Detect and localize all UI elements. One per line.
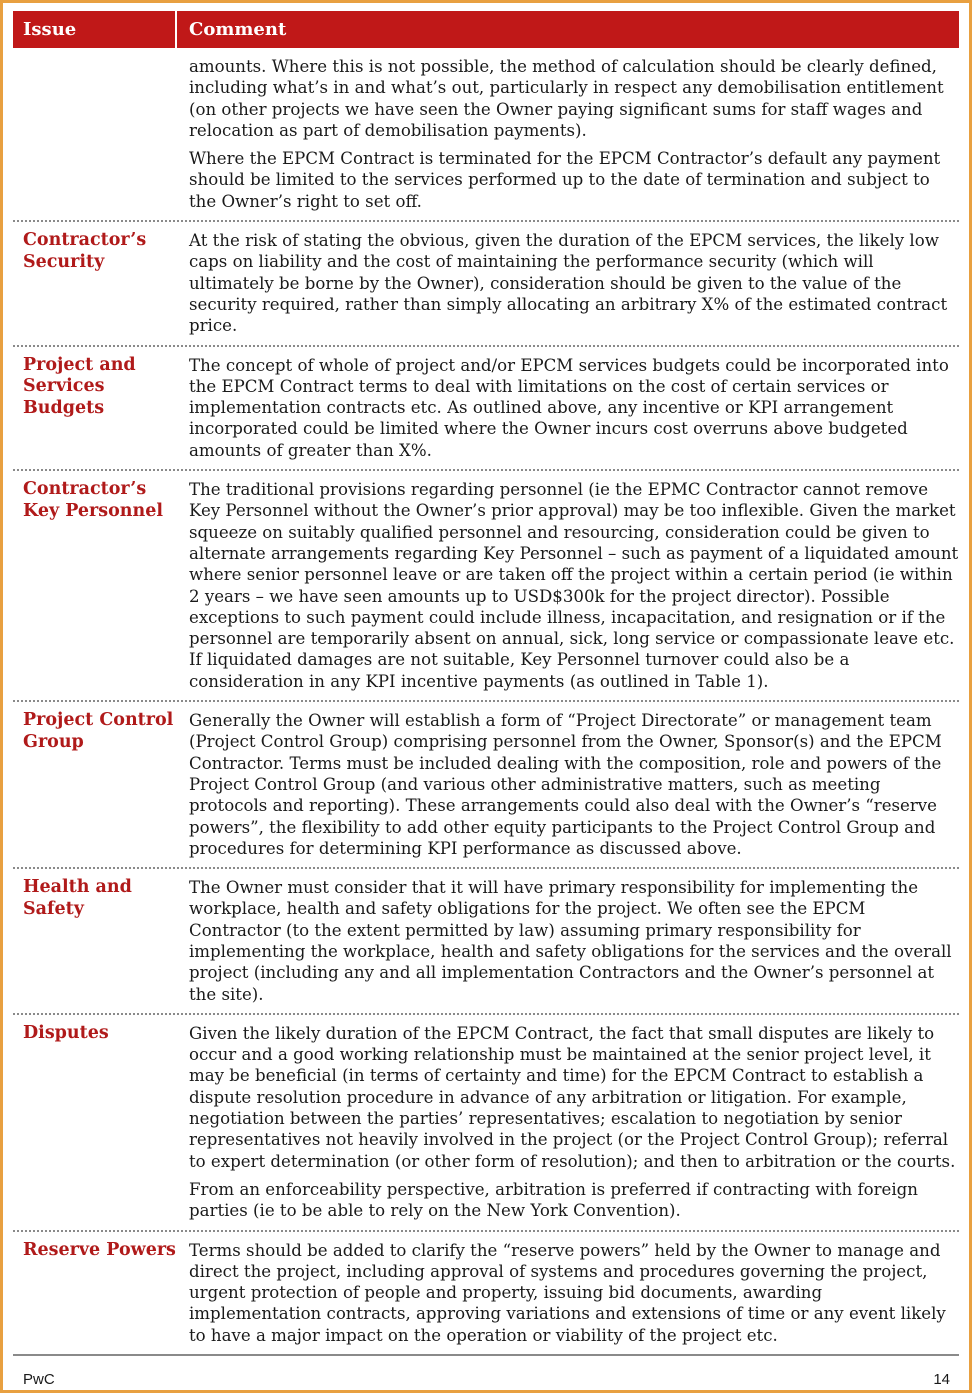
table-header [13,11,959,48]
issue-cell: Project Control Group [23,710,174,752]
comment-cell [179,1232,959,1354]
issue-cell: Contractor’s Key Personnel [23,479,164,521]
table-row [13,347,959,471]
comment-paragraph: The traditional provisions regarding personnel (ie the EPMC Contractor cannot remove Key Personnel without the Owner’s prior approval) may be too inflexible. Given the market squeeze on suitably qualified personnel and resourcing, consideration could be given to alternate arrangements regarding Key Personnel – such as payment of a liquidated amount where senior personnel leave or are taken off the project within a certain period (ie within 2 years – we have seen amounts up to USD$300k for the project director). Possible exceptions to such payment could include illness, incapacitation, and resignation or if the personnel are temporarily absent on annual, sick, long service or compassionate leave etc. If liquidated damages are not suitable, Key Personnel turnover could also be a consideration in any KPI incentive payments (as outlined in Table 1). [189,480,959,691]
comment-paragraph: Generally the Owner will establish a form of “Project Directorate” or management team (Project Control Group) comprising personnel from the Owner, Sponsor(s) and the EPCM Contractor. Terms must be included dealing with the composition, role and powers of the Project Control Group (and various other administrative matters, such as meeting protocols and reporting). These arrangements could also deal with the Owner’s “reserve powers”, the flexibility to add other equity participants to the Project Control Group and procedures for determining KPI performance as discussed above. [189,711,942,858]
footer-brand: PwC [23,1371,55,1388]
table-row [13,1232,959,1356]
issue-cell [13,48,179,220]
comment-paragraph: From an enforceability perspective, arbitration is preferred if contracting with foreign parties (ie to be able to rely on the New York Convention). [189,1179,918,1221]
comment-cell [179,471,959,700]
comment-paragraph: The concept of whole of project and/or EPCM services budgets could be incorporated into the EPCM Contract terms to deal with limitations on the cost of certain services or implementation contracts etc. As outlined above, any incentive or KPI arrangement incorporated could be limited where the Owner incurs cost overruns above budgeted amounts of greater than X%. [189,355,949,460]
comment-paragraph: The Owner must consider that it will have primary responsibility for implementing the workplace, health and safety obligations for the project. We often see the EPCM Contractor (to the extent permitted by law) assuming primary responsibility for implementing the workplace, health and safety obligations for the services and the overall project (including any and all implementation Contractors and the Owner’s personnel at the site). [189,878,952,1004]
table-row [13,702,959,869]
issue-column-header: Issue [13,11,177,48]
issue-cell: Disputes [23,1022,109,1043]
comment-cell [179,869,959,1013]
table-row [13,1015,959,1232]
comment-paragraph: At the risk of stating the obvious, given the duration of the EPCM services, the likely low caps on liability and the cost of maintaining the performance security (which will ultimately be borne by the Owner), consideration should be given to the value of the security required, rather than simply allocating an arbitrary X% of the estimated contract price. [189,231,948,336]
comment-cell [179,222,959,344]
issue-cell: Reserve Powers [23,1239,176,1260]
comment-cell [179,702,959,867]
comment-paragraph: Terms should be added to clarify the “reserve powers” held by the Owner to manage and direct the project, including approval of systems and procedures governing the project, urgent protection of people and property, issuing bid documents, awarding implementation contracts, approving variations and extensions of time or any event likely to have a major impact on the operation or viability of the project etc. [189,1240,946,1345]
issues-table [13,11,959,1356]
comment-column-header: Comment [189,19,287,40]
page-number: 14 [933,1371,950,1388]
issue-cell: Health and Safety [23,877,132,919]
table-row [13,48,959,222]
table-row [13,471,959,702]
issue-cell: Contractor’s Security [23,230,147,272]
comment-paragraph: Where the EPCM Contract is terminated for the EPCM Contractor’s default any payment should be limited to the services performed up to the date of termination and subject to the Owner’s right to set off. [189,149,941,211]
comment-cell [179,1015,959,1230]
table-row [13,869,959,1015]
comment-paragraph: Given the likely duration of the EPCM Contract, the fact that small disputes are likely to occur and a good working relationship must be maintained at the senior project level, it may be beneficial (in terms of certainty and time) for the EPCM Contract to establish a dispute resolution procedure in advance of any arbitration or litigation. For example, negotiation between the parties’ representatives; escalation to negotiation by senior representatives not heavily involved in the project (or the Project Control Group); referral to expert determination (or other form of resolution); and then to arbitration or the courts. [189,1023,956,1171]
table-row [13,222,959,346]
issue-cell: Project and Services Budgets [23,354,136,418]
comment-cell [179,347,959,469]
comment-cell [179,48,959,220]
comment-paragraph: amounts. Where this is not possible, the method of calculation should be clearly defined, including what’s in and what’s out, particularly in respect any demobilisation entitlement (on other projects we have seen the Owner paying significant sums for staff wages and relocation as part of demobilisation payments). [189,57,944,140]
